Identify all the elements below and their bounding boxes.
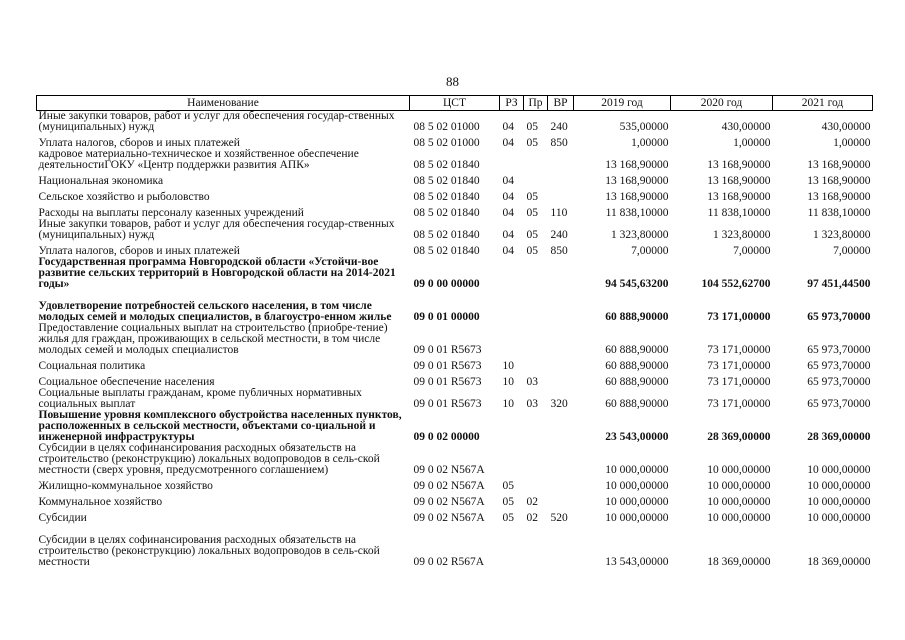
cell-vr [548,171,574,187]
table-row [37,492,873,508]
table-row [37,356,873,372]
table-row [37,290,873,323]
cell-pr: 03 [526,376,538,388]
cell-pr: 05 [526,229,538,241]
cell-name: Жилищно-коммунальное хозяйство [38,480,213,492]
cell-cst: 09 0 01 R5673 [413,376,482,388]
table-row [37,133,873,149]
cell-2019: 60 888,90000 [605,376,669,388]
cell-vr [548,524,574,568]
cell-name: Предоставление социальных выплат на строительство (приобре-тение) жилья для граждан, проживающих в сельской местности, в том числе молодых семей и молодых специалистов [38,323,388,356]
cell-rz: 04 [502,191,514,203]
cell-rz: 05 [502,480,514,492]
table-row [37,410,873,443]
table-row [37,111,873,134]
cell-name: Расходы на выплаты персоналу казенных учреждений [38,207,304,219]
cell-2019: 60 888,90000 [605,398,669,410]
cell-rz: 04 [502,121,514,133]
cell-rz [500,149,524,171]
cell-cst: 09 0 01 00000 [413,311,480,323]
cell-2021: 97 451,44500 [807,278,871,290]
cell-rz [500,524,524,568]
cell-name: Социальные выплаты гражданам, кроме публичных нормативных социальных выплат [38,388,362,410]
cell-name: Повышение уровня комплексного обустройства населенных пунктов, расположенных в сельской местности, объектами со-циальной и инженерной инфраструктуры [38,410,402,443]
cell-2020: 73 171,00000 [707,398,771,410]
cell-name: Государственная программа Новгородской области «Устойчи-вое развитие сельских территорий в Новгородской области на 2014-2021 годы» [38,257,396,290]
cell-cst: 08 5 02 01840 [413,207,480,219]
header-vr: ВР [548,96,574,111]
cell-vr [548,290,574,323]
cell-2019: 7,00000 [631,245,669,257]
cell-2020: 104 552,62700 [701,278,771,290]
cell-vr [548,356,574,372]
table-row [37,508,873,524]
cell-pr [524,290,548,323]
cell-pr: 02 [526,512,538,524]
cell-name: Социальное обеспечение населения [38,376,215,388]
cell-2020: 73 171,00000 [707,311,771,323]
cell-2021: 10 000,00000 [807,480,871,492]
cell-pr [524,356,548,372]
cell-pr: 05 [526,137,538,149]
cell-name: Субсидии в целях софинансирования расходных обязательств на строительство (реконструкцию) локальных водопроводов в сель-ской местности [38,534,380,568]
cell-2021: 11 838,10000 [807,207,871,219]
cell-vr [548,257,574,290]
cell-pr [524,524,548,568]
cell-2019: 1 323,80000 [611,229,669,241]
cell-2021: 1 323,80000 [813,229,871,241]
cell-vr: 240 [550,121,568,133]
table-row [37,171,873,187]
budget-table [36,95,873,568]
header-2020: 2020 год [671,96,773,111]
cell-cst: 08 5 02 01840 [413,191,480,203]
cell-2021: 10 000,00000 [807,464,871,476]
table-row [37,524,873,568]
cell-pr [524,476,548,492]
cell-vr [548,443,574,476]
cell-cst: 09 0 01 R5673 [413,344,482,356]
header-pr: Пр [524,96,548,111]
cell-cst: 09 0 02 N567A [413,496,485,508]
cell-vr: 850 [550,137,568,149]
table-row [37,476,873,492]
cell-2020: 28 369,00000 [707,431,771,443]
cell-2020: 73 171,00000 [707,360,771,372]
cell-vr: 110 [550,207,568,219]
cell-name: Коммунальное хозяйство [38,496,163,508]
table-row [37,323,873,356]
cell-cst: 08 5 02 01840 [413,159,480,171]
cell-2019: 10 000,00000 [605,512,669,524]
cell-cst: 09 0 02 00000 [413,431,480,443]
cell-2021: 7,00000 [833,245,871,257]
cell-name: Иные закупки товаров, работ и услуг для обеспечения государ-ственных (муниципальных) нужд [38,110,395,133]
cell-2020: 13 168,90000 [707,159,771,171]
cell-pr: 05 [526,245,538,257]
cell-2021: 10 000,00000 [807,496,871,508]
cell-rz: 05 [502,512,514,524]
cell-vr: 240 [550,229,568,241]
cell-2019: 13 168,90000 [605,191,669,203]
cell-2019: 10 000,00000 [605,480,669,492]
cell-2021: 10 000,00000 [807,512,871,524]
cell-2020: 13 168,90000 [707,191,771,203]
cell-2020: 10 000,00000 [707,464,771,476]
cell-rz [500,290,524,323]
cell-2019: 10 000,00000 [605,496,669,508]
cell-pr [524,257,548,290]
cell-pr [524,149,548,171]
table-row [37,203,873,219]
cell-vr: 320 [550,398,568,410]
cell-cst: 08 5 02 01840 [413,229,480,241]
cell-2021: 13 168,90000 [807,175,871,187]
cell-2020: 73 171,00000 [707,376,771,388]
cell-rz: 10 [502,376,514,388]
cell-2020: 11 838,10000 [707,207,771,219]
cell-vr [548,372,574,388]
cell-name: кадровое материально-техническое и хозяйственное обеспечение деятельностиГОКУ «Центр поддержки развития АПК» [38,149,359,171]
cell-2020: 10 000,00000 [707,496,771,508]
cell-name: Удовлетворение потребностей сельского населения, в том числе молодых семей и молодых специалистов, в благоустро-енном жилье [38,300,392,323]
cell-rz: 04 [502,137,514,149]
cell-2019: 60 888,90000 [605,344,669,356]
table-row [37,219,873,241]
cell-2021: 65 973,70000 [807,344,871,356]
cell-2020: 7,00000 [733,245,771,257]
cell-2021: 65 973,70000 [807,360,871,372]
cell-2019: 11 838,10000 [605,207,669,219]
cell-pr: 05 [526,121,538,133]
table-row [37,388,873,410]
cell-cst: 08 5 02 01000 [413,121,480,133]
cell-2021: 430,00000 [821,121,871,133]
cell-2020: 73 171,00000 [707,344,771,356]
cell-rz: 04 [502,175,514,187]
cell-vr [548,323,574,356]
cell-2020: 10 000,00000 [707,480,771,492]
cell-cst: 09 0 02 N567A [413,512,485,524]
cell-cst: 09 0 02 N567A [413,480,485,492]
table-row [37,241,873,257]
cell-cst: 09 0 02 R567A [413,556,485,568]
cell-vr [548,410,574,443]
cell-rz: 04 [502,245,514,257]
cell-pr [524,443,548,476]
cell-rz: 04 [502,207,514,219]
cell-vr [548,187,574,203]
cell-name: Уплата налогов, сборов и иных платежей [38,245,240,257]
header-2021: 2021 год [773,96,873,111]
cell-pr: 05 [526,191,538,203]
header-cst: ЦСТ [410,96,500,111]
page-number: 88 [446,74,459,89]
cell-pr: 03 [526,398,538,410]
cell-2019: 1,00000 [631,137,669,149]
cell-rz [500,257,524,290]
table-header-row [37,96,873,111]
cell-2019: 10 000,00000 [605,464,669,476]
cell-vr [548,476,574,492]
cell-2021: 13 168,90000 [807,159,871,171]
header-rz: РЗ [500,96,524,111]
cell-vr: 520 [550,512,568,524]
cell-rz: 05 [502,496,514,508]
cell-pr: 02 [526,496,538,508]
cell-2021: 65 973,70000 [807,376,871,388]
header-2019: 2019 год [574,96,671,111]
cell-rz [500,323,524,356]
cell-2020: 10 000,00000 [707,512,771,524]
cell-2019: 13 168,90000 [605,175,669,187]
cell-2020: 18 369,00000 [707,556,771,568]
cell-cst: 08 5 02 01840 [413,175,480,187]
table-row [37,257,873,290]
cell-vr [548,492,574,508]
cell-name: Субсидии в целях софинансирования расходных обязательств на строительство (реконструкцию) локальных водопроводов в сель-ской местности (сверх уровня, предусмотренного соглашением) [38,443,380,476]
cell-rz [500,410,524,443]
cell-2019: 60 888,90000 [605,360,669,372]
cell-pr [524,171,548,187]
cell-pr [524,410,548,443]
table-row [37,372,873,388]
cell-2020: 430,00000 [721,121,771,133]
cell-name: Национальная экономика [38,175,164,187]
cell-2019: 13 543,00000 [605,556,669,568]
cell-2019: 13 168,90000 [605,159,669,171]
cell-cst: 09 0 02 N567A [413,464,485,476]
cell-2021: 18 369,00000 [807,556,871,568]
cell-2020: 1 323,80000 [713,229,771,241]
cell-2021: 65 973,70000 [807,311,871,323]
cell-cst: 09 0 01 R5673 [413,360,482,372]
cell-rz: 10 [502,398,514,410]
cell-name: Сельское хозяйство и рыболовство [38,191,210,203]
cell-cst: 08 5 02 01000 [413,137,480,149]
cell-cst: 09 0 00 00000 [413,278,480,290]
header-name: Наименование [37,96,410,111]
cell-2020: 1,00000 [733,137,771,149]
cell-name: Уплата налогов, сборов и иных платежей [38,137,240,149]
cell-2021: 1,00000 [833,137,871,149]
table-row [37,443,873,476]
cell-2019: 60 888,90000 [605,311,669,323]
cell-vr: 850 [550,245,568,257]
cell-rz: 04 [502,229,514,241]
cell-name: Иные закупки товаров, работ и услуг для обеспечения государ-ственных (муниципальных) нужд [38,219,395,241]
table-row [37,187,873,203]
cell-2021: 13 168,90000 [807,191,871,203]
cell-cst: 09 0 01 R5673 [413,398,482,410]
cell-rz: 10 [502,360,514,372]
table-body [37,111,873,569]
table-row [37,149,873,171]
cell-pr [524,323,548,356]
cell-2021: 65 973,70000 [807,398,871,410]
cell-vr [548,149,574,171]
cell-2019: 94 545,63200 [605,278,669,290]
cell-name: Социальная политика [38,360,146,372]
cell-pr: 05 [526,207,538,219]
cell-2019: 23 543,00000 [605,431,669,443]
cell-rz [500,443,524,476]
cell-2019: 535,00000 [619,121,669,133]
cell-cst: 08 5 02 01840 [413,245,480,257]
cell-name: Субсидии [38,512,87,524]
cell-2020: 13 168,90000 [707,175,771,187]
cell-2021: 28 369,00000 [807,431,871,443]
